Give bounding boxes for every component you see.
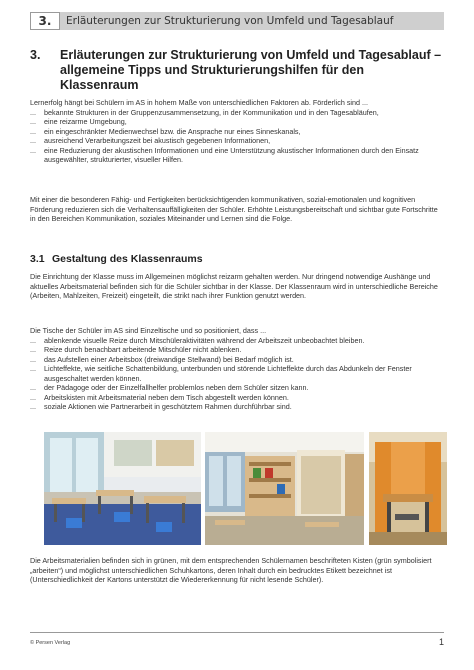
classroom-photo-desks (44, 432, 201, 545)
bullet-mark: ... (30, 364, 36, 373)
bullet-text: das Aufstellen einer Arbeitsbox (dreiwandige Stellwand) bei Bedarf möglich ist. (44, 354, 294, 364)
bullet-text: eine reizarme Umgebung, (44, 117, 127, 126)
bullet-mark: ... (30, 107, 36, 117)
bullet-text: ein eingeschränkter Medienwechsel bzw. die Ansprache nur eines Sinneskanals, (44, 126, 301, 136)
bullet-text: ablenkende visuelle Reize durch Mitschüleraktivitäten während der Arbeitszeit unbeobachtet bleiben. (44, 335, 365, 345)
list-item (30, 108, 444, 118)
list-item (30, 336, 444, 346)
subsection-number: 3.1 (30, 253, 45, 265)
tables-lead: Die Tische der Schüler im AS sind Einzeltische und so positioniert, dass ... (30, 326, 267, 335)
tables-block (30, 326, 444, 412)
bullet-text: eine Reduzierung der akustischen Informationen und eine Unterstützung akustischer Informationen durch den Einsatz ausgewählter, strukturierter, visueller Hilfen. (44, 145, 419, 164)
tables-bullet-list (30, 336, 444, 412)
bullet-mark: ... (30, 117, 36, 126)
bullet-mark: ... (30, 345, 36, 354)
subsection-title: Gestaltung des Klassenraums (52, 253, 203, 265)
intro-block (30, 98, 444, 165)
list-item (30, 117, 444, 127)
bullet-mark: ... (30, 354, 36, 364)
intro-lead: Lernerfolg hängt bei Schülern im AS in hohem Maße von unterschiedlichen Faktoren ab. Förderlich sind ... (30, 98, 368, 107)
footer-divider (30, 632, 444, 633)
list-item (30, 383, 444, 393)
chapter-header-title: Erläuterungen zur Strukturierung von Umfeld und Tagesablauf (66, 15, 394, 27)
classroom-photo-workbox (369, 432, 447, 545)
list-item (30, 364, 444, 383)
section-heading (30, 48, 444, 93)
intro-bullet-list (30, 108, 444, 165)
bullet-mark: ... (30, 383, 36, 392)
subsection-paragraph-3: Die Arbeitsmaterialien befinden sich in grünen, mit dem entsprechenden Schülernamen beschrifteten Kisten (grün symbolisiert „arbeiten“) und möglichst unterschiedlichen Schuhkartons, deren Inhalt durch ein bedrucktes Etikett bezeichnet ist (Unterschiedlichkeit der Kartons unterstützt die Wiedererkennung für nicht lesende Schüler). (30, 556, 432, 584)
bullet-mark: ... (30, 126, 36, 136)
list-item (30, 127, 444, 137)
list-item (30, 393, 444, 403)
bullet-mark: ... (30, 392, 36, 402)
bullet-mark: ... (30, 136, 36, 145)
footer-publisher: © Persen Verlag (30, 640, 71, 646)
bullet-text: ausreichend Verarbeitungszeit bei akustisch gegebenen Informationen, (44, 136, 271, 145)
section-title: Erläuterungen zur Strukturierung von Umfeld und Tagesablauf – allgemeine Tipps und Strukturierungshilfen für den Klassenraum (60, 48, 442, 92)
list-item (30, 146, 444, 165)
bullet-text: Reize durch benachbart arbeitende Mitschüler nicht ablenken. (44, 345, 242, 354)
intro-closing-paragraph: Mit einer die besonderen Fähig- und Fertigkeiten berücksichtigenden kommunikativen, sozial-emotionalen und kognitiven Förderung reduzieren sich die Verhaltensauffälligkeiten der Schüler. Erhöhte Leistungsbereitschaft und sichtbar gute Fortschritte in den Bereichen Kommunikation, soziales Miteinander und Lernen sind die Folge. (30, 195, 438, 223)
bullet-mark: ... (30, 145, 36, 155)
chapter-header-bar (30, 12, 444, 30)
list-item (30, 355, 444, 365)
list-item (30, 402, 444, 412)
chapter-number-box: 3. (30, 12, 60, 30)
bullet-text: bekannte Strukturen in der Gruppenzusammensetzung, in der Kommunikation und in den Tagesabläufen, (44, 107, 379, 117)
section-number: 3. (30, 48, 41, 62)
bullet-text: der Pädagoge oder der Einzelfallhelfer problemlos neben dem Schüler sitzen kann. (44, 383, 309, 392)
subsection-paragraph-1: Die Einrichtung der Klasse muss im Allgemeinen möglichst reizarm gehalten werden. Nur dringend notwendige Aushänge und aktuelles Arbeitsmaterial befinden sich für die Schüler sichtbar in der Klasse. Der Klassenraum wird in unterschiedliche Bereiche (Arbeiten, Mahlzeiten, Freizeit) eingeteilt, die strikt nach ihrer Funktion genutzt werden. (30, 272, 438, 300)
bullet-mark: ... (30, 402, 36, 411)
list-item (30, 345, 444, 355)
bullet-text: Arbeitskisten mit Arbeitsmaterial neben dem Tisch abgestellt werden können. (44, 392, 289, 402)
bullet-text: soziale Aktionen wie Partnerarbeit in geschütztem Rahmen durchführbar sind. (44, 402, 292, 411)
list-item (30, 136, 444, 146)
bullet-text: Lichteffekte, wie seitliche Schattenbildung, unterbunden und störende Lichteffekte durch das Abdunkeln der Fenster ausgeschaltet werden können. (44, 364, 412, 383)
bullet-mark: ... (30, 335, 36, 345)
subsection-heading (30, 253, 203, 265)
page-number: 1 (438, 637, 444, 647)
classroom-photo-shelves (205, 432, 364, 545)
